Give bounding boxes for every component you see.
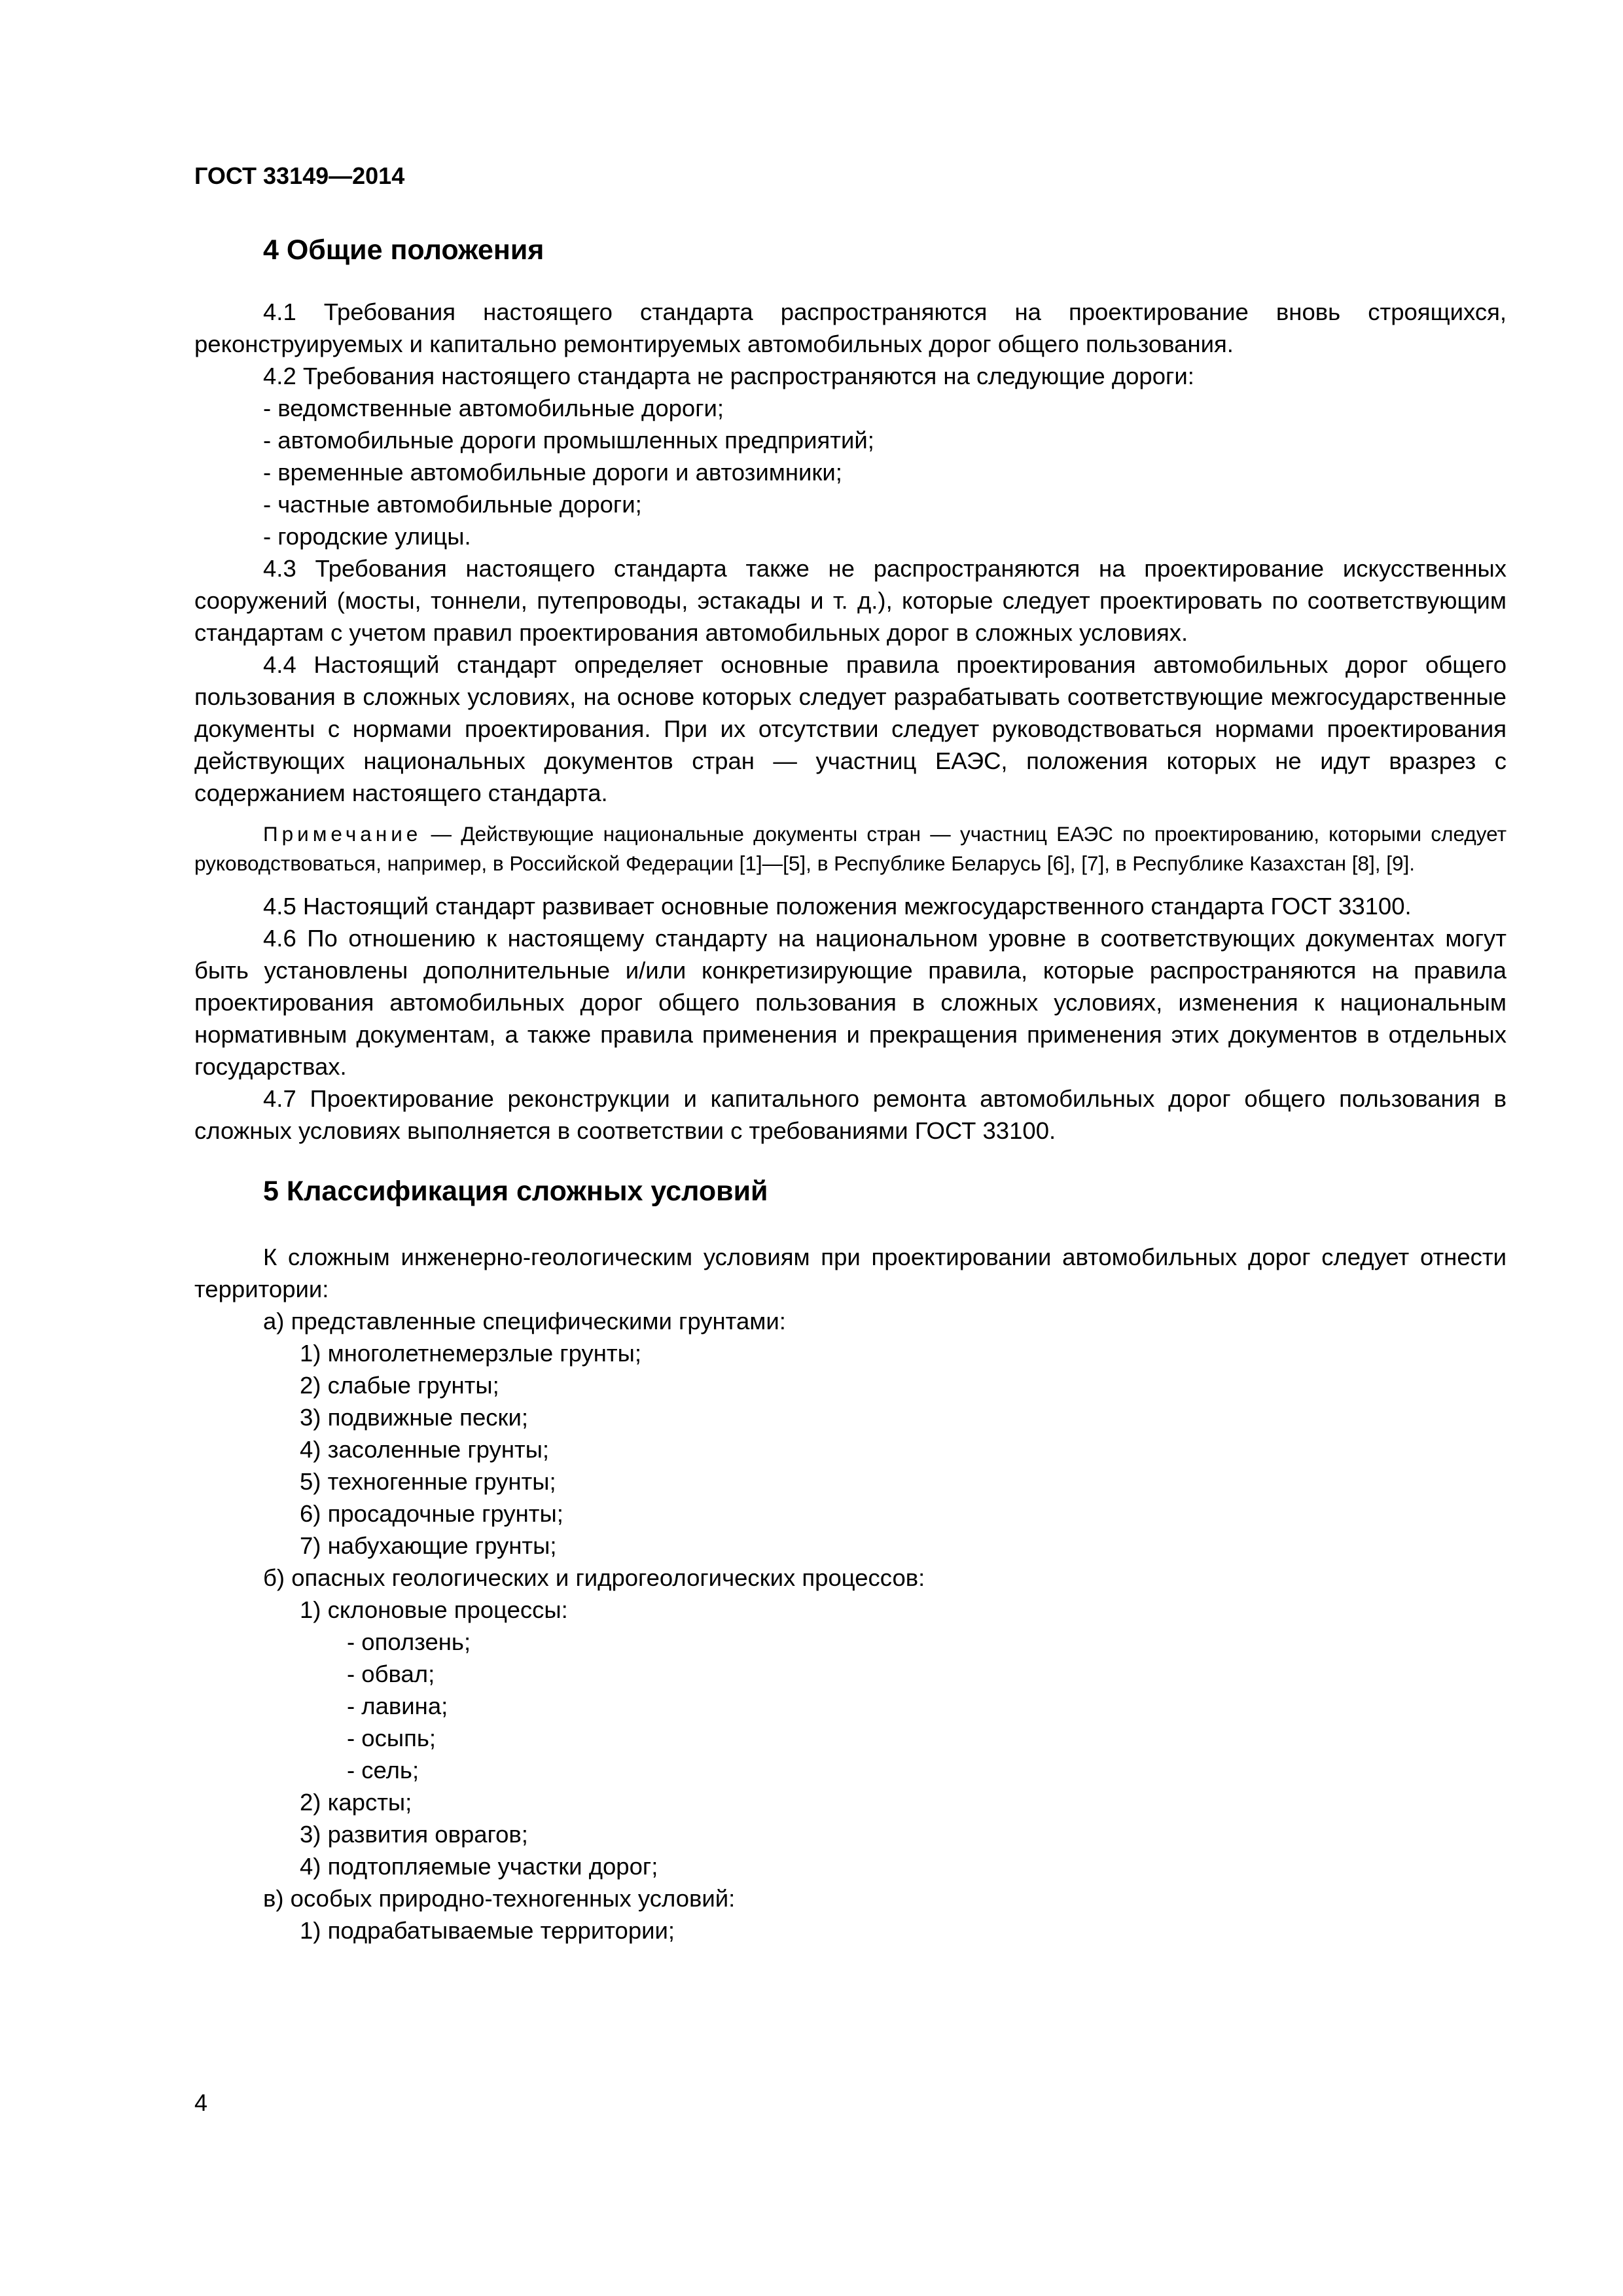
list-item: - сель; — [347, 1757, 419, 1784]
paragraph-4-6: 4.6 По отношению к настоящему стандарту на национальном уровне в соответствующих документах могут быть установлены дополнительные и/или конкретизирующие правила, которые распространяются на правила проектирования автомобильных дорог общего пользования в сложных условиях, изменения к национальным нормативным документам, а также правила применения и прекращения применения этих документов в отдельных государствах. — [194, 925, 1507, 1080]
list-item: - оползень; — [347, 1628, 471, 1655]
note — [194, 819, 1507, 878]
list-item: 1) многолетнемерзлые грунты; — [300, 1340, 641, 1367]
list-item: - лавина; — [347, 1693, 448, 1719]
list-item: - частные автомобильные дороги; — [263, 491, 642, 518]
list-item: - осыпь; — [347, 1725, 437, 1751]
list-item: 1) склоновые процессы: — [300, 1596, 568, 1623]
list-item-a: а) представленные специфическими грунтами: — [263, 1308, 786, 1335]
list-item: - автомобильные дороги промышленных предприятий; — [263, 427, 874, 454]
list-item: 5) техногенные грунты; — [300, 1468, 556, 1495]
paragraph-4-4: 4.4 Настоящий стандарт определяет основные правила проектирования автомобильных дорог общего пользования в сложных условиях, на основе которых следует разрабатывать соответствующие межгосударственные документы с нормами проектирования. При их отсутствии следует руководствоваться нормами проектирования действующих национальных документов стран — участниц ЕАЭС, положения которых не идут вразрез с содержанием настоящего стандарта. — [194, 651, 1507, 806]
list-item: 1) подрабатываемые территории; — [300, 1917, 675, 1944]
paragraph-4-1: 4.1 Требования настоящего стандарта распространяются на проектирование вновь строящихся, реконструируемых и капитально ремонтируемых автомобильных дорог общего пользования. — [194, 298, 1507, 357]
list-item: 3) развития оврагов; — [300, 1821, 528, 1848]
section-5-title: 5 Классификация сложных условий — [263, 1175, 768, 1207]
list-item: 2) карсты; — [300, 1789, 412, 1816]
list-item: - обвал; — [347, 1660, 435, 1687]
note-text: — Действующие национальные документы стран — участниц ЕАЭС по проектированию, которыми следует руководствоваться, например, в Российской Федерации [1]—[5], в Республике Беларусь [6], [7], в Республике Казахстан [8], [9]. — [194, 822, 1507, 875]
list-item: - ведомственные автомобильные дороги; — [263, 395, 724, 422]
page-body — [194, 230, 1507, 1946]
list-item-b: б) опасных геологических и гидрогеологических процессов: — [263, 1564, 925, 1591]
paragraph-4-2: 4.2 Требования настоящего стандарта не распространяются на следующие дороги: — [263, 363, 1194, 389]
paragraph-4-3: 4.3 Требования настоящего стандарта также не распространяются на проектирование искусственных сооружений (мосты, тоннели, путепроводы, эстакады и т. д.), которые следует проектировать по соответствующим стандартам с учетом правил проектирования автомобильных дорог в сложных условиях. — [194, 555, 1507, 646]
list-item: - городские улицы. — [263, 523, 471, 550]
list-item: 3) подвижные пески; — [300, 1404, 528, 1431]
section-5-intro: К сложным инженерно-геологическим условиям при проектировании автомобильных дорог следует отнести территории: — [194, 1244, 1507, 1302]
list-item-c: в) особых природно-техногенных условий: — [263, 1885, 736, 1912]
list-item: 4) подтопляемые участки дорог; — [300, 1853, 658, 1880]
list-item: 2) слабые грунты; — [300, 1372, 499, 1399]
list-item: 7) набухающие грунты; — [300, 1532, 557, 1559]
section-4-title: 4 Общие положения — [263, 234, 544, 266]
list-item: 6) просадочные грунты; — [300, 1500, 563, 1527]
list-item: 4) засоленные грунты; — [300, 1436, 550, 1463]
paragraph-4-7: 4.7 Проектирование реконструкции и капитального ремонта автомобильных дорог общего пользования в сложных условиях выполняется в соответствии с требованиями ГОСТ 33100. — [194, 1085, 1507, 1144]
page-number: 4 — [194, 2089, 208, 2116]
list-item: - временные автомобильные дороги и автозимники; — [263, 459, 842, 486]
note-label: Примечание — [263, 822, 422, 846]
paragraph-4-5: 4.5 Настоящий стандарт развивает основные положения межгосударственного стандарта ГОСТ 33100. — [263, 893, 1412, 920]
document-header: ГОСТ 33149—2014 — [194, 162, 405, 189]
